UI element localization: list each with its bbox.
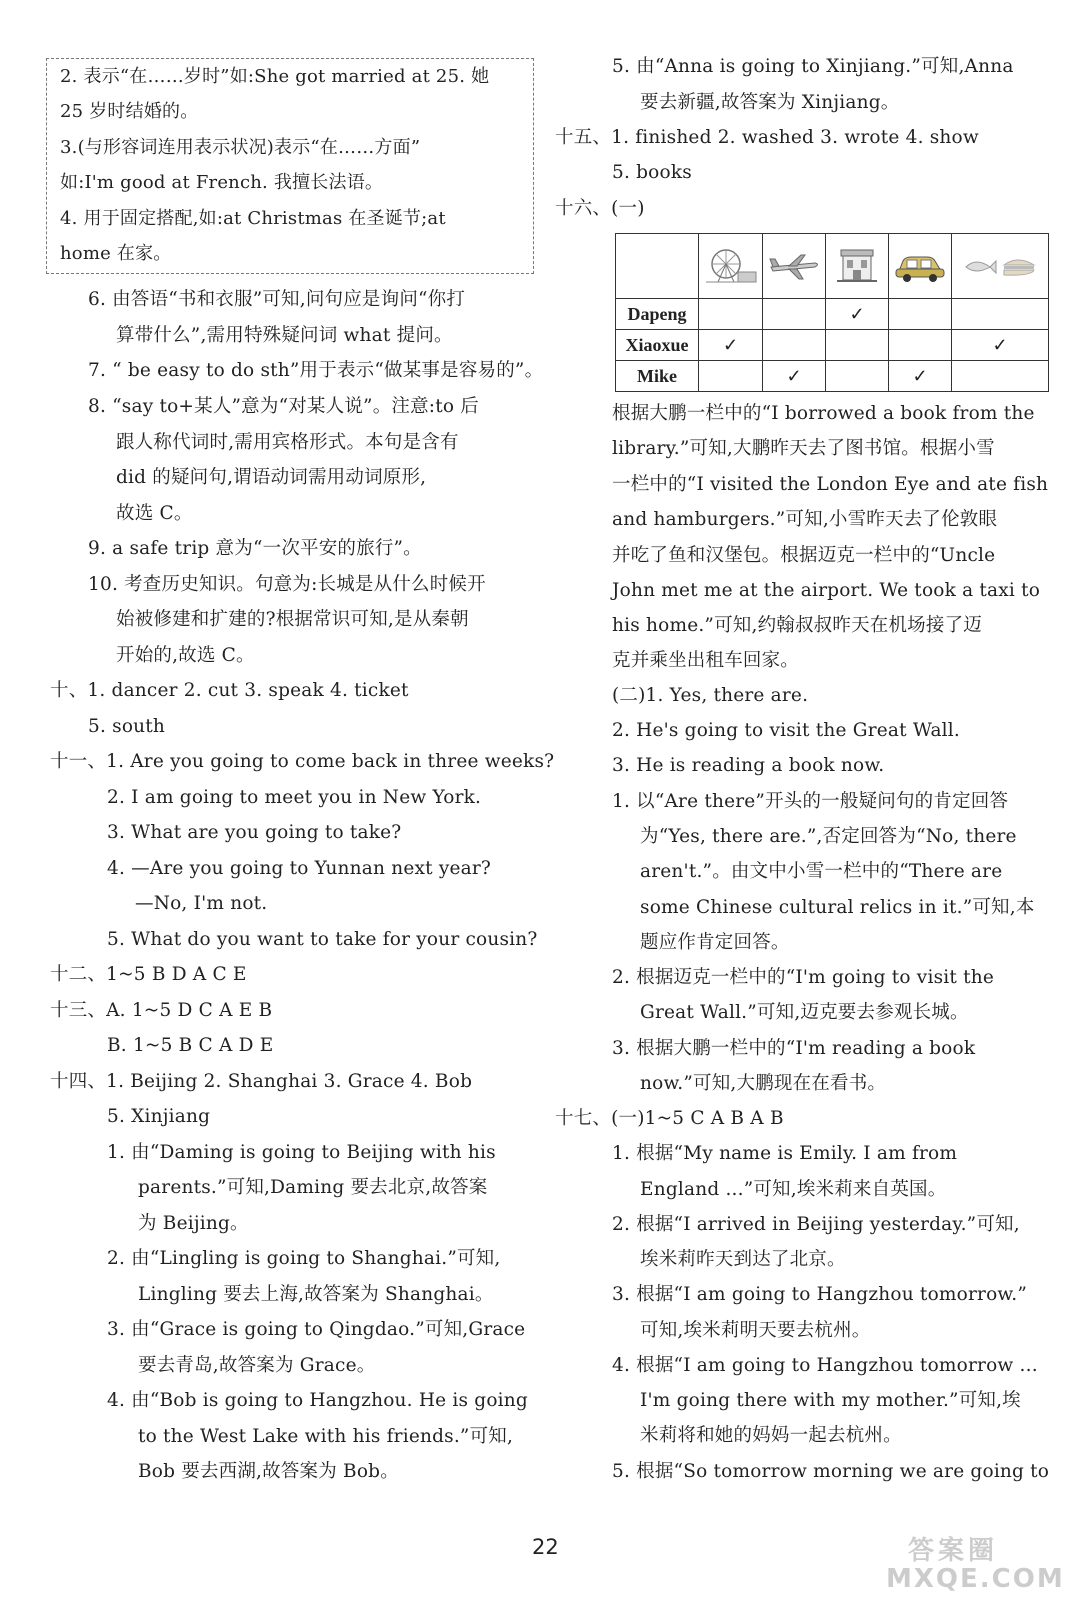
answer-line: 米莉将和她的妈妈一起去杭州。 xyxy=(640,1425,902,1446)
answer-line: 5. south xyxy=(88,716,166,737)
answer-line: 8. “say to+某人”意为“对某人说”。注意:to 后 xyxy=(88,396,479,417)
section-line: 十六、(一) xyxy=(555,198,645,219)
answer-line: 3. What are you going to take? xyxy=(107,822,402,843)
answer-line: 可知,埃米莉明天要去杭州。 xyxy=(640,1320,871,1341)
answer-line: 并吃了鱼和汉堡包。根据迈克一栏中的“Uncle xyxy=(612,545,996,566)
answer-line: 要去青岛,故答案为 Grace。 xyxy=(138,1355,376,1376)
answer-line: to the West Lake with his friends.”可知, xyxy=(138,1426,514,1447)
airplane-icon xyxy=(763,234,826,299)
answer-line: 5. What do you want to take for your cousin? xyxy=(107,929,538,950)
answer-line: 3. 根据“I am going to Hangzhou tomorrow.” xyxy=(612,1284,1027,1305)
answer-line: 克并乘坐出租车回家。 xyxy=(612,650,800,671)
note-line: 4. 用于固定搭配,如:at Christmas 在圣诞节;at xyxy=(60,208,446,229)
answer-line: 故选 C。 xyxy=(116,503,193,524)
section-line: 十二、1~5 B D A C E xyxy=(50,964,247,985)
answer-line: 4. 由“Bob is going to Hangzhou. He is going xyxy=(107,1390,528,1411)
answer-line: 算带什么”,需用特殊疑问词 what 提问。 xyxy=(116,325,453,346)
answer-line: 5. 根据“So tomorrow morning we are going to xyxy=(612,1461,1050,1482)
answer-line: 5. Xinjiang xyxy=(107,1106,211,1127)
library-icon xyxy=(826,234,889,299)
check-cell: ✓ xyxy=(763,361,826,392)
check-cell xyxy=(889,330,952,361)
row-name: Xiaoxue xyxy=(616,330,699,361)
answer-line: aren't.”。由文中小雪一栏中的“There are xyxy=(640,861,1003,882)
answer-line: 为 Beijing。 xyxy=(138,1213,249,1234)
answer-line: 跟人称代词时,需用宾格形式。本句是含有 xyxy=(116,432,459,453)
check-cell xyxy=(699,361,763,392)
answer-line: 题应作肯定回答。 xyxy=(640,932,790,953)
answer-line: 2. 根据迈克一栏中的“I'm going to visit the xyxy=(612,967,994,988)
taxi-icon xyxy=(889,234,952,299)
answer-line: 1. 根据“My name is Emily. I am from xyxy=(612,1143,958,1164)
answer-line: 始被修建和扩建的?根据常识可知,是从秦朝 xyxy=(116,609,469,630)
answer-line: 3. 根据大鹏一栏中的“I'm reading a book xyxy=(612,1038,976,1059)
note-line: 如:I'm good at French. 我擅长法语。 xyxy=(60,172,384,193)
table-corner-cell xyxy=(616,234,699,299)
answer-line: B. 1~5 B C A D E xyxy=(107,1035,274,1056)
note-line: 3.(与形容词连用表示状况)表示“在……方面” xyxy=(60,137,421,158)
check-cell xyxy=(763,299,826,330)
answer-line: 3. 由“Grace is going to Qingdao.”可知,Grace xyxy=(107,1319,526,1340)
answer-line: 要去新疆,故答案为 Xinjiang。 xyxy=(640,92,900,113)
section-line: 十一、1. Are you going to come back in three weeks? xyxy=(50,751,555,772)
note-line: 25 岁时结婚的。 xyxy=(60,101,199,122)
answer-line: 5. books xyxy=(612,162,692,183)
page-number: 22 xyxy=(532,1535,559,1559)
table-row xyxy=(616,330,1049,361)
section-line: 十三、A. 1~5 D C A E B xyxy=(50,1000,273,1021)
ferris-wheel-icon xyxy=(699,234,763,299)
check-cell xyxy=(952,299,1049,330)
answer-line: 埃米莉昨天到达了北京。 xyxy=(640,1249,846,1270)
answer-line: 1. 由“Daming is going to Beijing with his xyxy=(107,1142,496,1163)
note-line: 2. 表示“在……岁时”如:She got married at 25. 她 xyxy=(60,66,490,87)
answer-line: Great Wall.”可知,迈克要去参观长城。 xyxy=(640,1002,969,1023)
table-header-row xyxy=(616,234,1049,299)
answer-line: I'm going there with my mother.”可知,埃 xyxy=(640,1390,1021,1411)
check-cell xyxy=(952,361,1049,392)
check-cell xyxy=(763,330,826,361)
answer-line: library.”可知,大鹏昨天去了图书馆。根据小雪 xyxy=(612,438,995,459)
answer-line: John met me at the airport. We took a taxi to xyxy=(612,580,1041,601)
row-name: Dapeng xyxy=(616,299,699,330)
check-cell xyxy=(826,361,889,392)
answer-line: —No, I'm not. xyxy=(135,893,268,914)
answer-line: 9. a safe trip 意为“一次平安的旅行”。 xyxy=(88,538,422,559)
answer-line: 2. I am going to meet you in New York. xyxy=(107,787,482,808)
check-cell xyxy=(889,299,952,330)
watermark-logo xyxy=(872,1530,1064,1596)
answer-line: Lingling 要去上海,故答案为 Shanghai。 xyxy=(138,1284,494,1305)
answer-line: 1. 以“Are there”开头的一般疑问句的肯定回答 xyxy=(612,791,1009,812)
answer-line: his home.”可知,约翰叔叔昨天在机场接了迈 xyxy=(612,615,982,636)
check-cell: ✓ xyxy=(952,330,1049,361)
section-line: 十、1. dancer 2. cut 3. speak 4. ticket xyxy=(50,680,409,701)
answer-line: 7. “ be easy to do sth”用于表示“做某事是容易的”。 xyxy=(88,360,544,381)
answer-line: 4. 根据“I am going to Hangzhou tomorrow ... xyxy=(612,1355,1038,1376)
section-line: 十四、1. Beijing 2. Shanghai 3. Grace 4. Bob xyxy=(50,1071,473,1092)
answer-line: 4. —Are you going to Yunnan next year? xyxy=(107,858,492,879)
check-cell xyxy=(826,330,889,361)
answer-line: 6. 由答语“书和衣服”可知,问句应是询问“你打 xyxy=(88,289,466,310)
check-cell: ✓ xyxy=(699,330,763,361)
check-cell xyxy=(699,299,763,330)
answer-line: 5. 由“Anna is going to Xinjiang.”可知,Anna xyxy=(612,56,1014,77)
answer-line: 3. He is reading a book now. xyxy=(612,755,885,776)
answer-line: parents.”可知,Daming 要去北京,故答案 xyxy=(138,1177,488,1198)
answer-line: 2. 根据“I arrived in Beijing yesterday.”可知, xyxy=(612,1214,1020,1235)
note-line: home 在家。 xyxy=(60,243,172,264)
answer-line: 一栏中的“I visited the London Eye and ate fish xyxy=(612,474,1049,495)
answer-line: (二)1. Yes, there are. xyxy=(612,685,809,706)
table-row xyxy=(616,299,1049,330)
table-row xyxy=(616,361,1049,392)
answer-table xyxy=(615,233,1049,392)
answer-line: England ...”可知,埃米莉来自英国。 xyxy=(640,1179,947,1200)
check-cell: ✓ xyxy=(889,361,952,392)
answer-line: did 的疑问句,谓语动词需用动词原形, xyxy=(116,467,427,488)
watermark-line2: MXQE.COM xyxy=(886,1564,1065,1594)
answer-line: and hamburgers.”可知,小雪昨天去了伦敦眼 xyxy=(612,509,998,530)
answer-line: 为“Yes, there are.”,否定回答为“No, there xyxy=(640,826,1017,847)
answer-line: Bob 要去西湖,故答案为 Bob。 xyxy=(138,1461,399,1482)
answer-line: 开始的,故选 C。 xyxy=(116,645,255,666)
fish-burger-icon xyxy=(952,234,1049,299)
answer-line: now.”可知,大鹏现在在看书。 xyxy=(640,1073,887,1094)
answer-line: 10. 考查历史知识。句意为:长城是从什么时候开 xyxy=(88,574,486,595)
answer-line: some Chinese cultural relics in it.”可知,本 xyxy=(640,897,1035,918)
answer-line: 2. He's going to visit the Great Wall. xyxy=(612,720,960,741)
section-line: 十七、(一)1~5 C A B A B xyxy=(555,1108,784,1129)
row-name: Mike xyxy=(616,361,699,392)
section-line: 十五、1. finished 2. washed 3. wrote 4. show xyxy=(555,127,979,148)
watermark-line1: 答案圈 xyxy=(908,1536,999,1566)
check-cell: ✓ xyxy=(826,299,889,330)
answer-line: 根据大鹏一栏中的“I borrowed a book from the xyxy=(612,403,1035,424)
answer-line: 2. 由“Lingling is going to Shanghai.”可知, xyxy=(107,1248,501,1269)
